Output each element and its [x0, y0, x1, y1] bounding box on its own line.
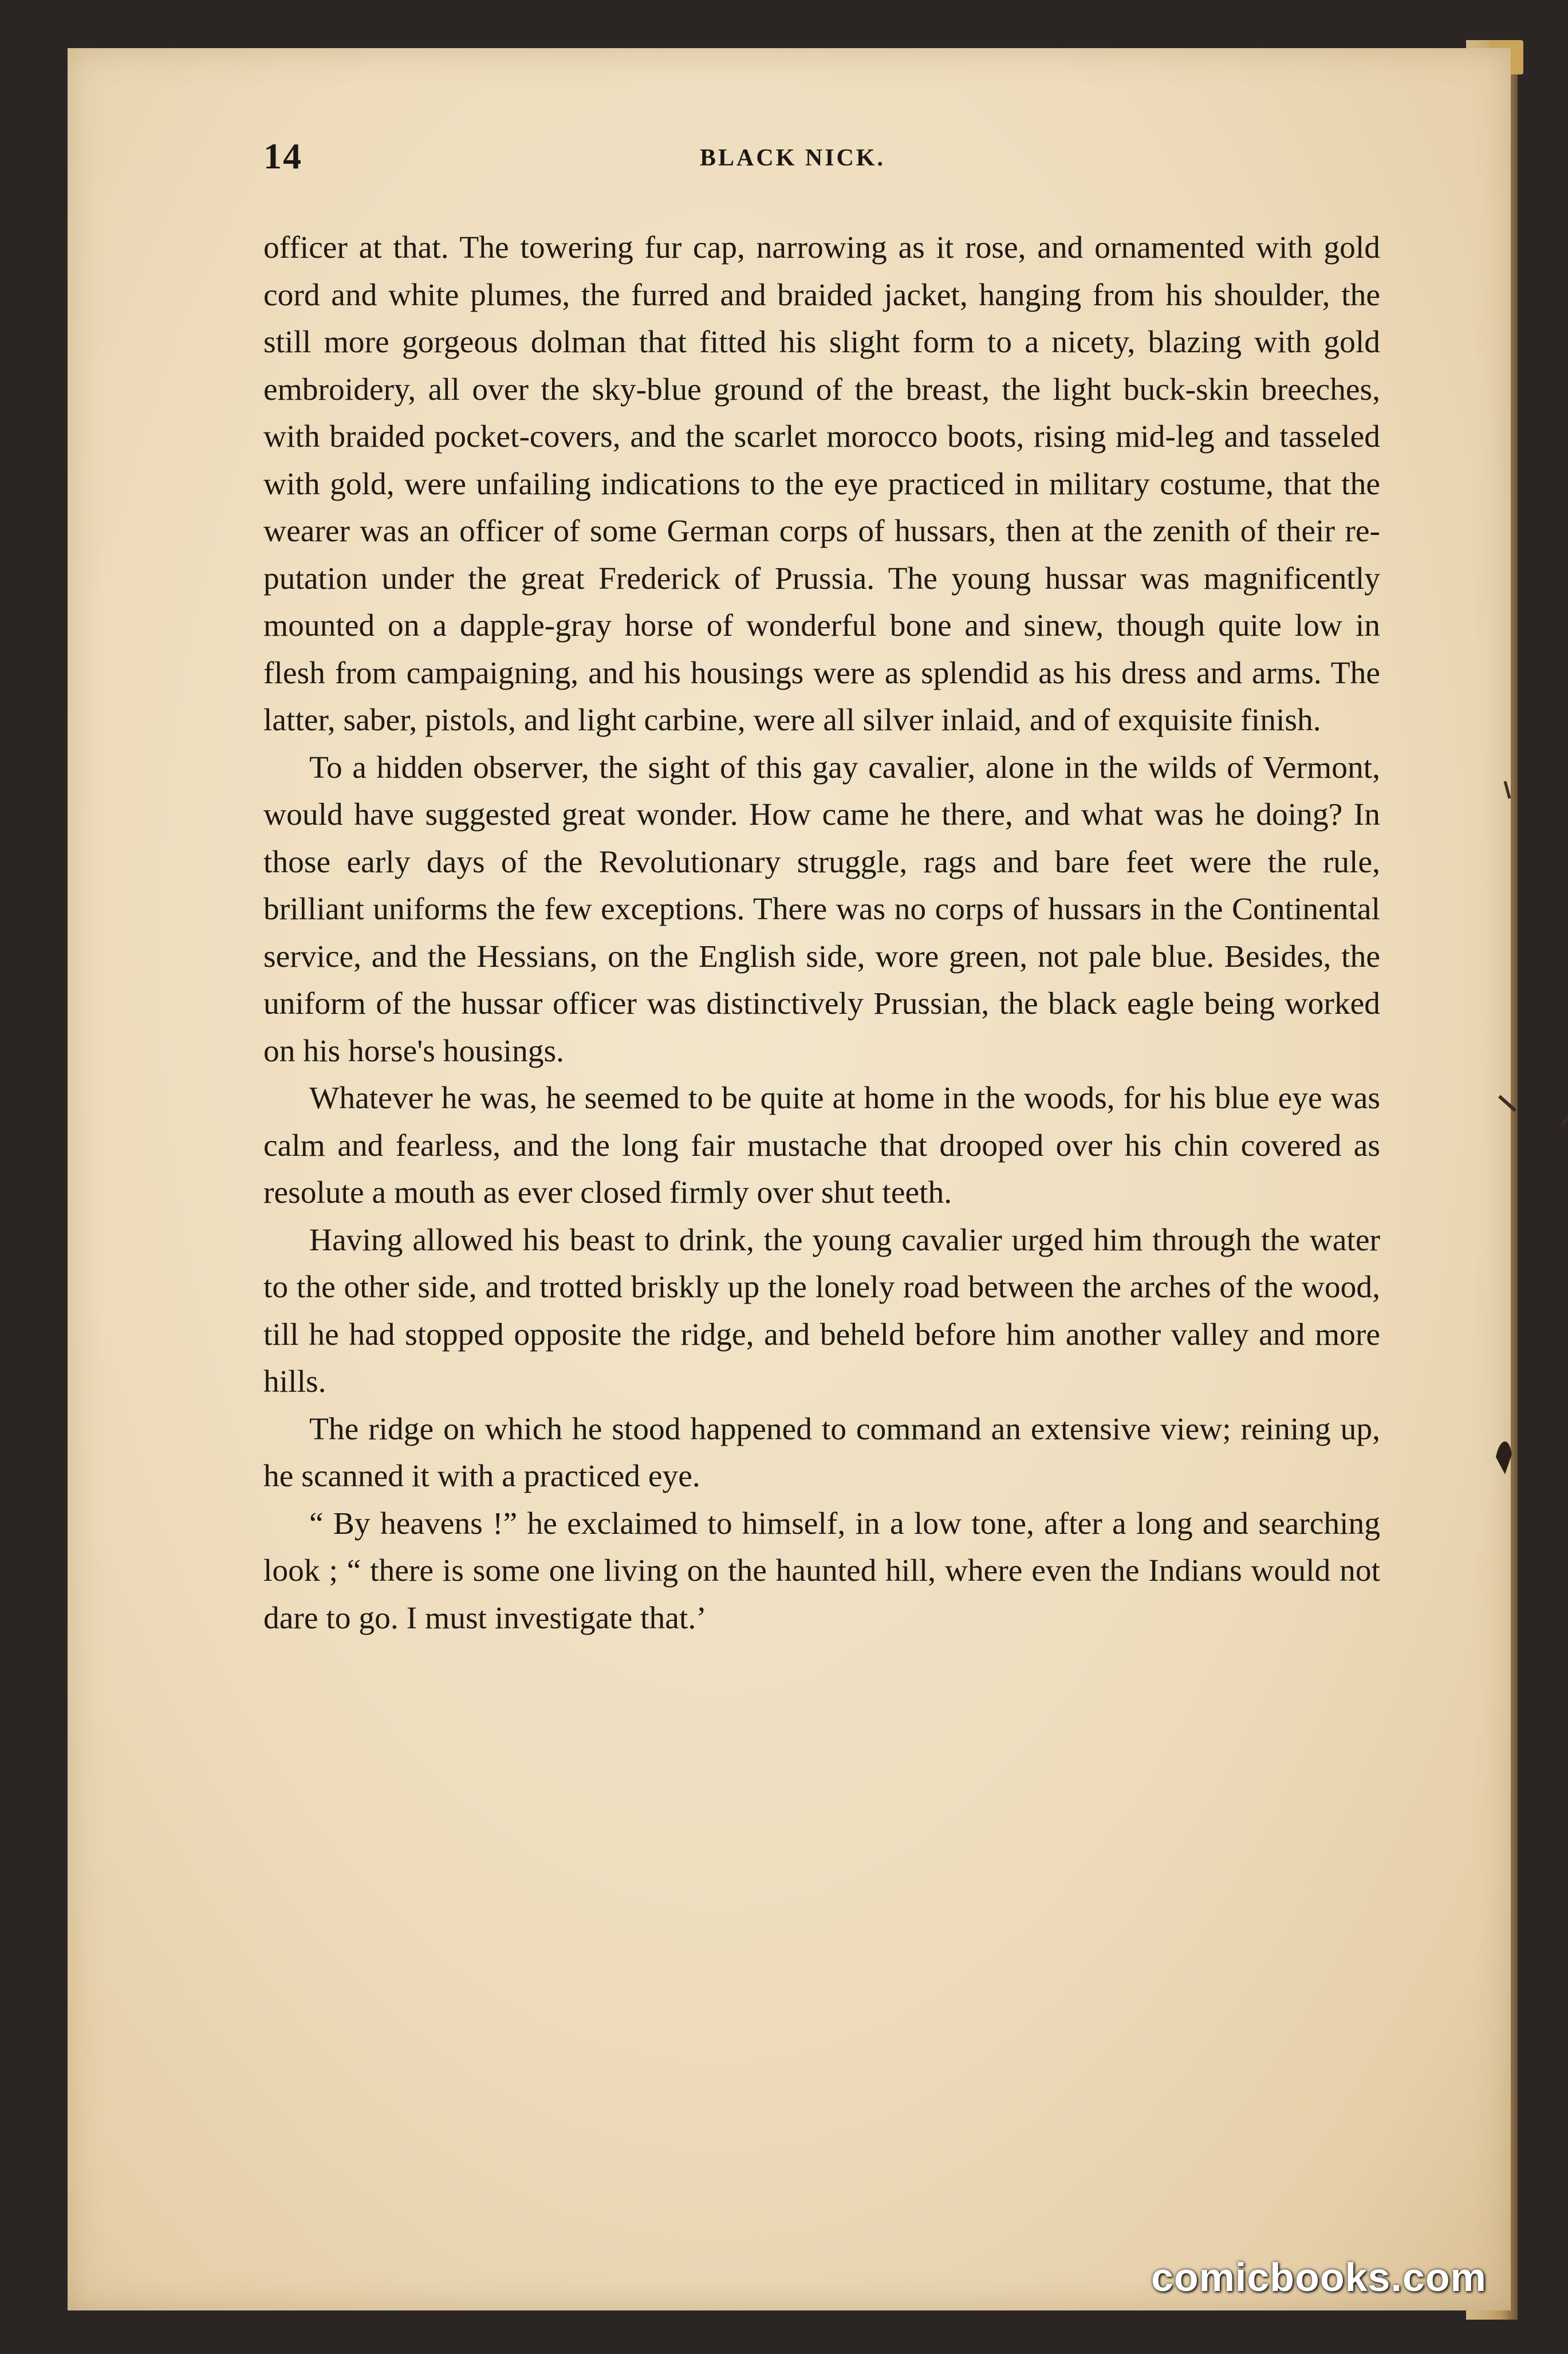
- running-title: BLACK NICK.: [700, 145, 886, 171]
- page-number: 14: [263, 136, 302, 176]
- watermark-logo: comicbooks.com: [1151, 2255, 1487, 2300]
- paragraph-6: “ By heavens !” he exclaimed to himself, in a low tone, after a long and searching look ; “ there is some one living on the haunted hill, where even the Indians would not dare to go. I must investigate that.’: [263, 1506, 1380, 1636]
- running-head: [263, 135, 1403, 181]
- paragraph-1: officer at that. The towering fur cap, narrowing as it rose, and ornamented with gold cord and white plumes, the furred and braided jacket, hanging from his shoulder, the still more gorgeous dolman that fitted his slight form to a nicety, blazing with gold embroidery, all over the sky-blue ground of the breast, the light buck-skin breeches, with braided pocket-covers, and the scarlet morocco boots, rising mid-leg and tasseled with gold, were unfailing indications to the eye practiced in military costume, that the wearer was an officer of some German corps of hussars, then at the zenith of their reputation under the great Frederick of Prussia. The young hussar was magnificently mounted on a dapple-gray horse of wonderful bone and sinew, though quite low in flesh from campaigning, and his housings were as splendid as his dress and arms. The latter, saber, pistols, and light carbine, were all silver inlaid, and of exquisite finish.: [263, 230, 1380, 738]
- margin-stain-marks: [1482, 781, 1568, 1526]
- paragraph-3: Whatever he was, he seemed to be quite at home in the woods, for his blue eye was calm and fearless, and the long fair mustache that drooped over his chin covered as resolute a mouth as ever closed firmly over shut teeth.: [263, 1081, 1380, 1210]
- paragraph-5: The ridge on which he stood happened to command an extensive view; reining up, he scanned it with a practiced eye.: [263, 1411, 1380, 1494]
- body-text: [263, 225, 1380, 1642]
- paragraph-2: To a hidden observer, the sight of this gay cavalier, alone in the wilds of Vermont, would have suggested great wonder. How came he there, and what was he doing? In those early days of the Revolutionary struggle, rags and bare feet were the rule, brilliant uniforms the few exceptions. There was no corps of hussars in the Continental service, and the Hessians, on the English side, wore green, not pale blue. Besides, the uniform of the hussar officer was distinctively Prussian, the black eagle being worked on his horse's housings.: [263, 750, 1380, 1069]
- paragraph-4: Having allowed his beast to drink, the young cavalier urged him through the water to the other side, and trotted briskly up the lonely road between the arches of the wood, till he had stopped opposite the ridge, and beheld before him another valley and more hills.: [263, 1222, 1380, 1399]
